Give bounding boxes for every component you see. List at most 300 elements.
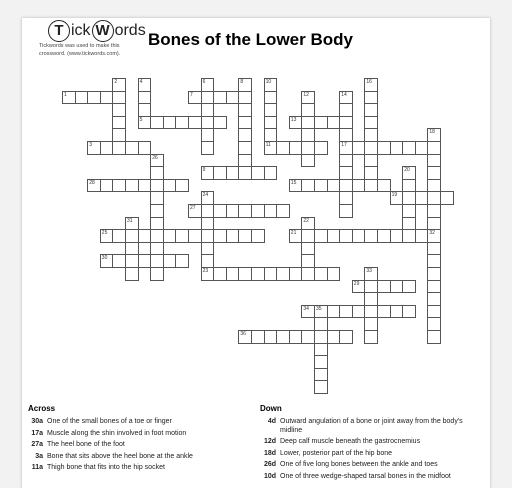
clue-number: 12 bbox=[303, 91, 309, 98]
grid-cell[interactable] bbox=[201, 254, 215, 268]
grid-cell[interactable] bbox=[440, 191, 454, 205]
clue-text: Bone that sits above the heel bone at the ankle bbox=[47, 452, 193, 460]
grid-cell[interactable] bbox=[364, 317, 378, 331]
clue-number: 22 bbox=[303, 217, 309, 224]
clue-text: One of the small bones of a toe or finger bbox=[47, 418, 172, 425]
grid-cell[interactable] bbox=[364, 179, 378, 193]
grid-cell[interactable] bbox=[150, 179, 164, 193]
grid-cell[interactable] bbox=[390, 305, 404, 319]
grid-cell[interactable] bbox=[364, 267, 378, 281]
grid-cell[interactable] bbox=[427, 179, 441, 193]
grid-cell[interactable] bbox=[364, 166, 378, 180]
grid-cell[interactable] bbox=[289, 141, 303, 155]
grid-cell[interactable] bbox=[87, 141, 101, 155]
grid-cell[interactable] bbox=[201, 267, 215, 281]
grid-cell[interactable] bbox=[112, 254, 126, 268]
grid-cell[interactable] bbox=[125, 179, 139, 193]
grid-cell[interactable] bbox=[112, 179, 126, 193]
clue-number: 13 bbox=[290, 116, 297, 123]
grid-cell[interactable] bbox=[238, 154, 252, 168]
grid-cell[interactable] bbox=[150, 217, 164, 231]
clue-number: 11 bbox=[265, 142, 271, 148]
grid-cell[interactable] bbox=[213, 166, 227, 180]
grid-cell[interactable] bbox=[364, 292, 378, 306]
clue-number: 32 bbox=[429, 230, 435, 237]
clue-number: 1 bbox=[64, 91, 67, 98]
grid-cell[interactable] bbox=[402, 179, 416, 193]
grid-cell[interactable] bbox=[364, 78, 378, 92]
grid-cell[interactable] bbox=[175, 229, 189, 243]
grid-cell[interactable] bbox=[201, 91, 215, 105]
grid-cell[interactable] bbox=[201, 217, 215, 231]
grid-cell[interactable] bbox=[314, 141, 328, 155]
grid-cell[interactable] bbox=[112, 103, 126, 117]
grid-cell[interactable] bbox=[427, 229, 441, 243]
grid-cell[interactable] bbox=[427, 191, 441, 205]
grid-cell[interactable] bbox=[112, 78, 126, 92]
grid-cell[interactable] bbox=[75, 91, 89, 105]
grid-cell[interactable] bbox=[112, 116, 126, 130]
grid-cell[interactable] bbox=[364, 330, 378, 344]
grid-cell[interactable] bbox=[415, 229, 429, 243]
grid-cell[interactable] bbox=[175, 254, 189, 268]
grid-cell[interactable] bbox=[402, 166, 416, 180]
grid-cell[interactable] bbox=[201, 191, 215, 205]
grid-cell[interactable] bbox=[226, 204, 240, 218]
grid-cell[interactable] bbox=[138, 78, 152, 92]
clue-label: 10d bbox=[263, 472, 276, 480]
grid-cell[interactable] bbox=[238, 204, 252, 218]
across-clue bbox=[28, 464, 238, 473]
grid-cell[interactable] bbox=[62, 91, 76, 105]
grid-cell[interactable] bbox=[427, 242, 441, 256]
grid-cell[interactable] bbox=[301, 179, 315, 193]
grid-cell[interactable] bbox=[289, 179, 303, 193]
grid-cell[interactable] bbox=[427, 280, 441, 294]
grid-cell[interactable] bbox=[238, 103, 252, 117]
grid-cell[interactable] bbox=[427, 217, 441, 231]
down-heading: Down bbox=[260, 404, 282, 413]
grid-cell[interactable] bbox=[112, 141, 126, 155]
grid-cell[interactable] bbox=[125, 242, 139, 256]
clue-label: 3a bbox=[35, 452, 43, 460]
grid-cell[interactable] bbox=[427, 154, 441, 168]
grid-cell[interactable] bbox=[213, 267, 227, 281]
grid-cell[interactable] bbox=[402, 305, 416, 319]
grid-cell[interactable] bbox=[188, 229, 202, 243]
grid-cell[interactable] bbox=[364, 280, 378, 294]
grid-cell[interactable] bbox=[264, 267, 278, 281]
grid-cell[interactable] bbox=[226, 267, 240, 281]
clue-text: The heel bone of the foot bbox=[47, 441, 125, 448]
grid-cell[interactable] bbox=[301, 128, 315, 142]
grid-cell[interactable] bbox=[87, 91, 101, 105]
grid-cell[interactable] bbox=[201, 103, 215, 117]
grid-cell[interactable] bbox=[427, 305, 441, 319]
grid-cell[interactable] bbox=[427, 330, 441, 344]
clue-number: 31 bbox=[127, 217, 133, 224]
grid-cell[interactable] bbox=[415, 141, 429, 155]
grid-cell[interactable] bbox=[251, 330, 265, 344]
grid-cell[interactable] bbox=[238, 91, 252, 105]
grid-cell[interactable] bbox=[138, 179, 152, 193]
grid-cell[interactable] bbox=[339, 166, 353, 180]
grid-cell[interactable] bbox=[314, 317, 328, 331]
clue-number: 4 bbox=[139, 79, 143, 85]
grid-cell[interactable] bbox=[301, 254, 315, 268]
clue-label: 30a bbox=[31, 418, 43, 425]
grid-cell[interactable] bbox=[327, 330, 341, 344]
grid-cell[interactable] bbox=[201, 116, 215, 130]
grid-cell[interactable] bbox=[125, 267, 139, 281]
grid-cell[interactable] bbox=[100, 179, 114, 193]
grid-cell[interactable] bbox=[352, 280, 366, 294]
down-clue bbox=[260, 438, 486, 447]
grid-cell[interactable] bbox=[201, 128, 215, 142]
clue-number: 23 bbox=[202, 268, 209, 274]
grid-cell[interactable] bbox=[314, 330, 328, 344]
crossword-grid[interactable] bbox=[22, 18, 490, 398]
down-clue bbox=[260, 418, 486, 435]
clue-label: 4d bbox=[267, 418, 276, 425]
grid-cell[interactable] bbox=[125, 229, 139, 243]
down-clue bbox=[260, 461, 486, 470]
clue-number: 21 bbox=[290, 230, 297, 237]
grid-cell[interactable] bbox=[163, 254, 177, 268]
clue-number: 29 bbox=[353, 280, 360, 287]
clue-number: 14 bbox=[341, 91, 347, 98]
grid-cell[interactable] bbox=[301, 141, 315, 155]
logo-text-ick: ick bbox=[71, 22, 91, 39]
clue-number: 17 bbox=[341, 142, 347, 148]
clue-number: 3 bbox=[89, 142, 92, 148]
grid-cell[interactable] bbox=[402, 141, 416, 155]
grid-cell[interactable] bbox=[314, 116, 328, 130]
grid-cell[interactable] bbox=[188, 204, 202, 218]
grid-cell[interactable] bbox=[175, 179, 189, 193]
clue-number: 9 bbox=[202, 167, 206, 174]
grid-cell[interactable] bbox=[188, 116, 202, 130]
grid-cell[interactable] bbox=[251, 267, 265, 281]
down-clue bbox=[260, 450, 486, 459]
grid-cell[interactable] bbox=[301, 91, 315, 105]
grid-cell[interactable] bbox=[289, 116, 303, 130]
down-clues bbox=[260, 404, 486, 484]
grid-cell[interactable] bbox=[301, 103, 315, 117]
clue-text: One of three wedge-shaped tarsal bones in the midfoot bbox=[280, 472, 451, 480]
grid-cell[interactable] bbox=[364, 154, 378, 168]
grid-cell[interactable] bbox=[390, 229, 404, 243]
grid-cell[interactable] bbox=[301, 330, 315, 344]
grid-cell[interactable] bbox=[150, 229, 164, 243]
grid-cell[interactable] bbox=[163, 229, 177, 243]
grid-cell[interactable] bbox=[163, 116, 177, 130]
clue-number: 27 bbox=[190, 205, 196, 211]
grid-cell[interactable] bbox=[364, 91, 378, 105]
grid-cell[interactable] bbox=[251, 166, 265, 180]
grid-cell[interactable] bbox=[201, 78, 215, 92]
grid-cell[interactable] bbox=[201, 242, 215, 256]
grid-cell[interactable] bbox=[339, 128, 353, 142]
grid-cell[interactable] bbox=[339, 305, 353, 319]
grid-cell[interactable] bbox=[150, 204, 164, 218]
grid-cell[interactable] bbox=[138, 254, 152, 268]
grid-cell[interactable] bbox=[150, 254, 164, 268]
grid-cell[interactable] bbox=[188, 91, 202, 105]
grid-cell[interactable] bbox=[238, 330, 252, 344]
clue-label: 11a bbox=[31, 464, 43, 471]
grid-cell[interactable] bbox=[327, 179, 341, 193]
grid-cell[interactable] bbox=[339, 191, 353, 205]
clue-text: One of five long bones between the ankle and toes bbox=[280, 461, 438, 468]
grid-cell[interactable] bbox=[251, 229, 265, 243]
grid-cell[interactable] bbox=[364, 141, 378, 155]
grid-cell[interactable] bbox=[377, 280, 391, 294]
grid-cell[interactable] bbox=[100, 254, 114, 268]
clue-number: 2 bbox=[114, 79, 118, 85]
grid-cell[interactable] bbox=[150, 116, 164, 130]
grid-cell[interactable] bbox=[289, 330, 303, 344]
clue-text: Thigh bone that fits into the hip socket bbox=[47, 464, 165, 471]
clue-number: 24 bbox=[202, 192, 209, 199]
grid-cell[interactable] bbox=[402, 217, 416, 231]
grid-cell[interactable] bbox=[87, 179, 101, 193]
across-clue bbox=[28, 441, 238, 450]
page-title: Bones of the Lower Body bbox=[148, 30, 353, 49]
grid-cell[interactable] bbox=[213, 116, 227, 130]
grid-cell[interactable] bbox=[352, 305, 366, 319]
grid-cell[interactable] bbox=[125, 141, 139, 155]
grid-cell[interactable] bbox=[100, 229, 114, 243]
grid-cell[interactable] bbox=[201, 141, 215, 155]
clue-number: 15 bbox=[290, 179, 297, 186]
grid-cell[interactable] bbox=[364, 128, 378, 142]
grid-cell[interactable] bbox=[276, 141, 290, 155]
grid-cell[interactable] bbox=[213, 229, 227, 243]
grid-cell[interactable] bbox=[314, 343, 328, 357]
grid-cell[interactable] bbox=[125, 254, 139, 268]
grid-cell[interactable] bbox=[314, 380, 328, 394]
grid-cell[interactable] bbox=[402, 229, 416, 243]
grid-cell[interactable] bbox=[301, 267, 315, 281]
grid-cell[interactable] bbox=[364, 229, 378, 243]
grid-cell[interactable] bbox=[377, 229, 391, 243]
grid-cell[interactable] bbox=[427, 128, 441, 142]
grid-cell[interactable] bbox=[251, 204, 265, 218]
grid-cell[interactable] bbox=[201, 204, 215, 218]
grid-cell[interactable] bbox=[314, 267, 328, 281]
grid-cell[interactable] bbox=[352, 141, 366, 155]
grid-cell[interactable] bbox=[327, 229, 341, 243]
grid-cell[interactable] bbox=[301, 242, 315, 256]
grid-cell[interactable] bbox=[226, 166, 240, 180]
grid-cell[interactable] bbox=[314, 355, 328, 369]
grid-cell[interactable] bbox=[301, 154, 315, 168]
grid-cell[interactable] bbox=[175, 116, 189, 130]
grid-cell[interactable] bbox=[150, 166, 164, 180]
grid-cell[interactable] bbox=[327, 267, 341, 281]
grid-cell[interactable] bbox=[339, 154, 353, 168]
grid-cell[interactable] bbox=[264, 91, 278, 105]
clue-number: 5 bbox=[139, 116, 143, 123]
grid-cell[interactable] bbox=[390, 280, 404, 294]
grid-cell[interactable] bbox=[314, 368, 328, 382]
grid-cell[interactable] bbox=[364, 103, 378, 117]
grid-cell[interactable] bbox=[138, 141, 152, 155]
grid-cell[interactable] bbox=[238, 229, 252, 243]
grid-cell[interactable] bbox=[201, 229, 215, 243]
crossword-sheet bbox=[22, 18, 490, 488]
down-clue bbox=[260, 473, 486, 482]
clue-text: Muscle along the shin involved in foot motion bbox=[47, 429, 187, 437]
grid-cell[interactable] bbox=[264, 330, 278, 344]
clue-number: 19 bbox=[391, 192, 398, 199]
clue-label: 18d bbox=[263, 449, 276, 457]
clue-label: 27a bbox=[31, 441, 43, 448]
grid-cell[interactable] bbox=[314, 229, 328, 243]
grid-cell[interactable] bbox=[352, 179, 366, 193]
grid-cell[interactable] bbox=[301, 116, 315, 130]
grid-cell[interactable] bbox=[238, 116, 252, 130]
grid-cell[interactable] bbox=[314, 179, 328, 193]
grid-cell[interactable] bbox=[150, 242, 164, 256]
clue-number: 26 bbox=[152, 154, 158, 161]
grid-cell[interactable] bbox=[415, 191, 429, 205]
credit-note: Tickwords was used to make this crossword. (www.tickwords.com). bbox=[39, 43, 121, 57]
grid-cell[interactable] bbox=[150, 267, 164, 281]
grid-cell[interactable] bbox=[377, 305, 391, 319]
grid-cell[interactable] bbox=[327, 305, 341, 319]
across-clue bbox=[28, 430, 238, 439]
grid-cell[interactable] bbox=[427, 166, 441, 180]
clue-number: 36 bbox=[240, 331, 246, 337]
grid-cell[interactable] bbox=[339, 116, 353, 130]
clue-number: 30 bbox=[101, 255, 108, 262]
grid-cell[interactable] bbox=[427, 317, 441, 331]
clue-text: Outward angulation of a bone or joint away from the body's midline bbox=[280, 418, 463, 434]
grid-cell[interactable] bbox=[226, 229, 240, 243]
clue-number: 18 bbox=[429, 129, 435, 136]
grid-cell[interactable] bbox=[339, 103, 353, 117]
grid-cell[interactable] bbox=[100, 91, 114, 105]
grid-cell[interactable] bbox=[264, 116, 278, 130]
grid-cell[interactable] bbox=[364, 116, 378, 130]
grid-cell[interactable] bbox=[377, 141, 391, 155]
grid-cell[interactable] bbox=[276, 204, 290, 218]
grid-cell[interactable] bbox=[402, 280, 416, 294]
clue-number: 28 bbox=[89, 179, 95, 186]
grid-cell[interactable] bbox=[276, 330, 290, 344]
down-clue-list bbox=[260, 418, 486, 481]
grid-cell[interactable] bbox=[238, 128, 252, 142]
clue-label: 12d bbox=[263, 438, 276, 445]
grid-cell[interactable] bbox=[427, 267, 441, 281]
grid-cell[interactable] bbox=[138, 91, 152, 105]
grid-cell[interactable] bbox=[150, 154, 164, 168]
grid-cell[interactable] bbox=[112, 91, 126, 105]
grid-cell[interactable] bbox=[390, 191, 404, 205]
grid-cell[interactable] bbox=[238, 141, 252, 155]
grid-cell[interactable] bbox=[427, 204, 441, 218]
grid-cell[interactable] bbox=[364, 305, 378, 319]
grid-cell[interactable] bbox=[264, 166, 278, 180]
across-clue bbox=[28, 453, 238, 462]
grid-cell[interactable] bbox=[264, 141, 278, 155]
grid-cell[interactable] bbox=[238, 78, 252, 92]
logo-circle-w: W bbox=[92, 20, 114, 42]
grid-cell[interactable] bbox=[100, 141, 114, 155]
grid-cell[interactable] bbox=[301, 217, 315, 231]
grid-cell[interactable] bbox=[390, 141, 404, 155]
grid-cell[interactable] bbox=[201, 166, 215, 180]
clue-label: 26d bbox=[263, 461, 276, 468]
grid-cell[interactable] bbox=[289, 229, 303, 243]
clue-number: 6 bbox=[202, 79, 206, 85]
grid-cell[interactable] bbox=[226, 91, 240, 105]
grid-cell[interactable] bbox=[238, 166, 252, 180]
clue-number: 33 bbox=[366, 268, 372, 274]
grid-cell[interactable] bbox=[163, 179, 177, 193]
clue-number: 8 bbox=[240, 79, 244, 85]
grid-cell[interactable] bbox=[339, 91, 353, 105]
grid-cell[interactable] bbox=[213, 204, 227, 218]
grid-cell[interactable] bbox=[339, 179, 353, 193]
clue-number: 16 bbox=[366, 79, 372, 85]
clue-text: Lower, posterior part of the hip bone bbox=[280, 449, 393, 457]
grid-cell[interactable] bbox=[238, 267, 252, 281]
grid-cell[interactable] bbox=[150, 191, 164, 205]
grid-cell[interactable] bbox=[264, 78, 278, 92]
grid-cell[interactable] bbox=[138, 103, 152, 117]
grid-cell[interactable] bbox=[213, 91, 227, 105]
grid-cell[interactable] bbox=[112, 128, 126, 142]
grid-cell[interactable] bbox=[276, 267, 290, 281]
clue-number: 10 bbox=[265, 79, 272, 85]
grid-cell[interactable] bbox=[339, 229, 353, 243]
grid-cell[interactable] bbox=[138, 229, 152, 243]
grid-cell[interactable] bbox=[427, 254, 441, 268]
grid-cell[interactable] bbox=[138, 116, 152, 130]
clue-number: 35 bbox=[316, 305, 322, 312]
grid-cell[interactable] bbox=[289, 267, 303, 281]
grid-cell[interactable] bbox=[264, 128, 278, 142]
grid-cell[interactable] bbox=[264, 103, 278, 117]
clue-label: 17a bbox=[31, 429, 43, 437]
clue-number: 20 bbox=[404, 167, 410, 174]
grid-cell[interactable] bbox=[377, 179, 391, 193]
grid-cell[interactable] bbox=[125, 217, 139, 231]
grid-cell[interactable] bbox=[112, 229, 126, 243]
grid-cell[interactable] bbox=[264, 204, 278, 218]
grid-cell[interactable] bbox=[339, 330, 353, 344]
logo-circle-t: T bbox=[48, 20, 70, 42]
grid-cell[interactable] bbox=[301, 305, 315, 319]
grid-cell[interactable] bbox=[339, 141, 353, 155]
grid-cell[interactable] bbox=[301, 229, 315, 243]
grid-cell[interactable] bbox=[402, 191, 416, 205]
grid-cell[interactable] bbox=[402, 204, 416, 218]
grid-cell[interactable] bbox=[352, 229, 366, 243]
grid-cell[interactable] bbox=[314, 305, 328, 319]
grid-cell[interactable] bbox=[327, 116, 341, 130]
grid-cell[interactable] bbox=[427, 141, 441, 155]
across-clues bbox=[28, 404, 238, 476]
clue-number: 34 bbox=[303, 305, 309, 312]
clue-number: 25 bbox=[101, 230, 108, 237]
grid-cell[interactable] bbox=[339, 204, 353, 218]
logo-text-ords: ords bbox=[114, 22, 146, 39]
grid-cell[interactable] bbox=[427, 292, 441, 306]
